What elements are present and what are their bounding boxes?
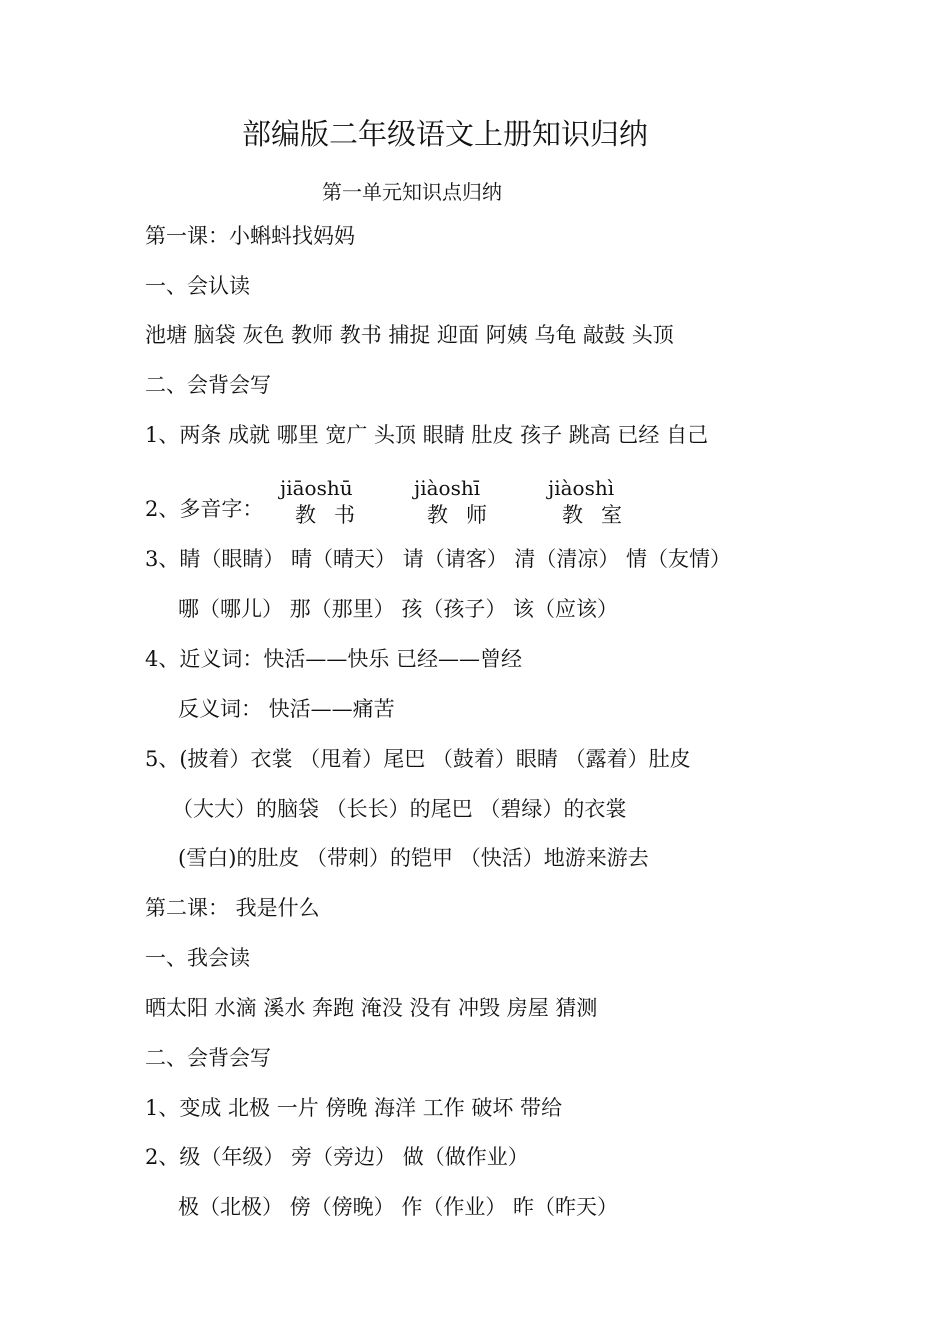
- lesson1-item4-line2: 反义词： 快活——痛苦: [178, 697, 395, 721]
- polyphone-word-1: 教书: [295, 503, 373, 527]
- unit-subtitle: 第一单元知识点归纳: [322, 180, 502, 204]
- lesson1-item2-label: 2、多音字：: [145, 497, 264, 521]
- lesson1-item5-line2: （大大）的脑袋 （长长）的尾巴 （碧绿）的衣裳: [172, 797, 627, 821]
- lesson1-read-words: 池塘 脑袋 灰色 教师 教书 捕捉 迎面 阿姨 乌龟 敲鼓 头顶: [145, 323, 674, 347]
- lesson2-read-heading: 一、我会读: [145, 946, 250, 970]
- document-title: 部编版二年级语文上册知识归纳: [241, 117, 648, 151]
- lesson2-heading: 第二课： 我是什么: [145, 896, 320, 920]
- polyphone-pinyin-2: jiàoshī: [414, 476, 481, 500]
- polyphone-word-2: 教师: [427, 503, 505, 527]
- lesson1-item1: 1、两条 成就 哪里 宽广 头顶 眼睛 肚皮 孩子 跳高 已经 自己: [145, 423, 709, 447]
- lesson2-item2-line2: 极（北极） 傍（傍晚） 作（作业） 昨（昨天）: [178, 1195, 619, 1219]
- lesson1-item4-line1: 4、近义词：快活——快乐 已经——曾经: [145, 647, 523, 671]
- polyphone-word-3: 教室: [562, 503, 640, 527]
- lesson2-item1: 1、变成 北极 一片 傍晚 海洋 工作 破坏 带给: [145, 1096, 563, 1120]
- lesson2-write-heading: 二、会背会写: [145, 1046, 271, 1070]
- polyphone-pinyin-1: jiāoshū: [280, 476, 353, 500]
- lesson2-read-words: 晒太阳 水滴 溪水 奔跑 淹没 没有 冲毁 房屋 猜测: [145, 996, 598, 1020]
- polyphone-pinyin-3: jiàoshì: [548, 476, 615, 500]
- lesson1-write-heading: 二、会背会写: [145, 373, 271, 397]
- lesson1-item5-line3: (雪白)的肚皮 （带刺）的铠甲 （快活）地游来游去: [178, 846, 649, 870]
- lesson1-item5-line1: 5、(披着）衣裳 （甩着）尾巴 （鼓着）眼睛 （露着）肚皮: [145, 747, 691, 771]
- lesson2-item2-line1: 2、级（年级） 旁（旁边） 做（做作业）: [145, 1145, 529, 1169]
- lesson1-item3-line2: 哪（哪儿） 那（那里） 孩（孩子） 该（应该）: [178, 597, 619, 621]
- lesson1-item3-line1: 3、睛（眼睛） 晴（晴天） 请（请客） 清（清凉） 情（友情）: [145, 547, 732, 571]
- lesson1-read-heading: 一、会认读: [145, 274, 250, 298]
- lesson1-heading: 第一课：小蝌蚪找妈妈: [145, 224, 355, 248]
